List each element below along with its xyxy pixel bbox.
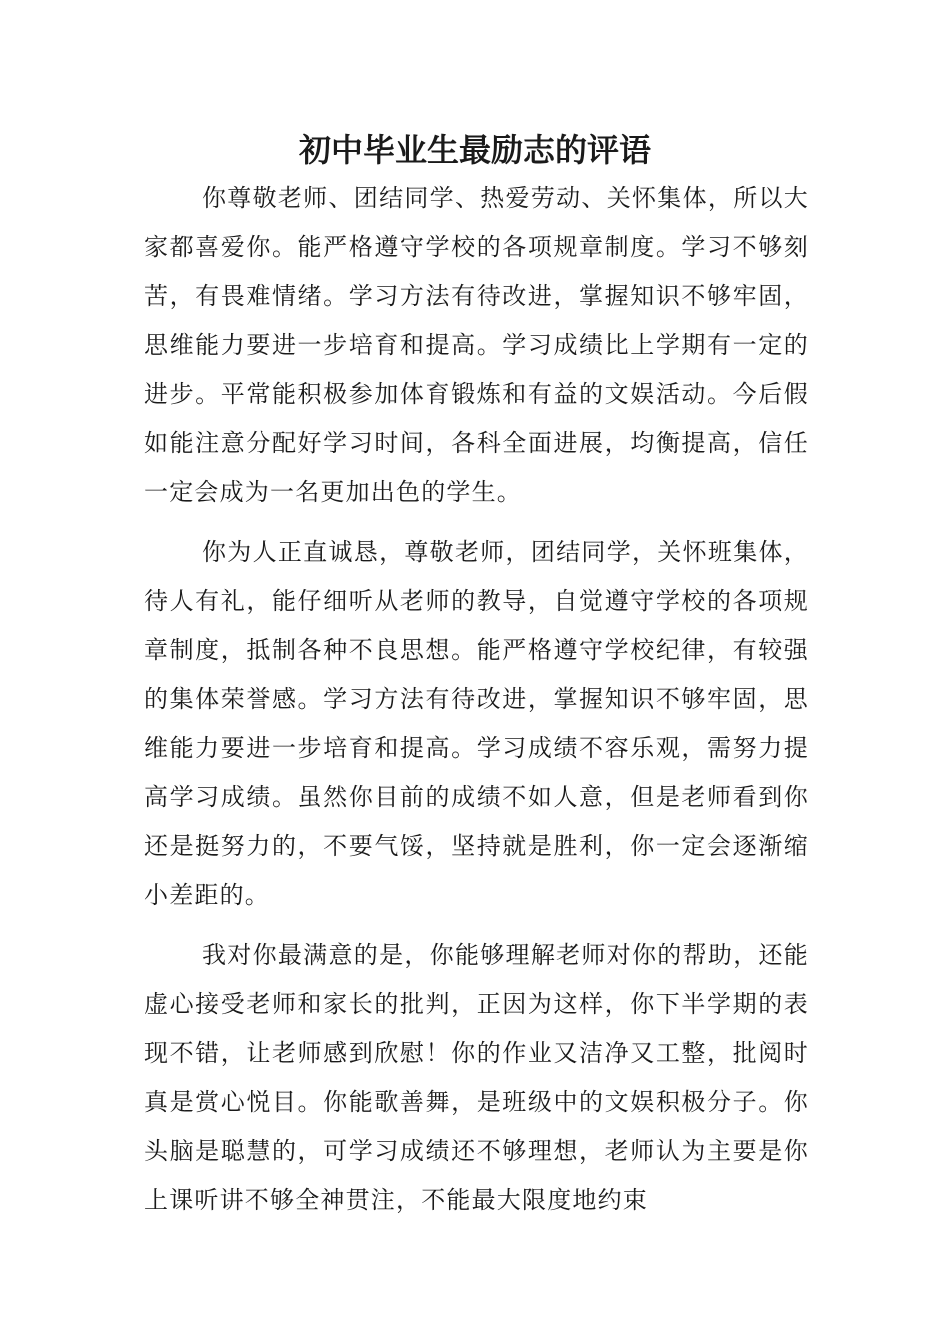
paragraph-1: 你尊敬老师、团结同学、热爱劳动、关怀集体，所以大家都喜爱你。能严格遵守学校的各项规章制度。学习不够刻苦，有畏难情绪。学习方法有待改进，掌握知识不够牢固，思维能力要进一步培育和提高。学习成绩比上学期有一定的进步。平常能积极参加体育锻炼和有益的文娱活动。今后假如能注意分配好学习时间，各科全面进展，均衡提高，信任一定会成为一名更加出色的学生。 [144, 184, 809, 506]
document-title: 初中毕业生最励志的评语 [298, 131, 651, 169]
paragraph-2: 你为人正直诚恳，尊敬老师，团结同学，关怀班集体，待人有礼，能仔细听从老师的教导，自觉遵守学校的各项规章制度，抵制各种不良思想。能严格遵守学校纪律，有较强的集体荣誉感。学习方法有待改进，掌握知识不够牢固，思维能力要进一步培育和提高。学习成绩不容乐观，需努力提高学习成绩。虽然你目前的成绩不如人意，但是老师看到你还是挺努力的，不要气馁，坚持就是胜利，你一定会逐渐缩小差距的。 [144, 538, 809, 909]
paragraph-3: 我对你最满意的是，你能够理解老师对你的帮助，还能虚心接受老师和家长的批判，正因为这样，你下半学期的表现不错，让老师感到欣慰！你的作业又洁净又工整，批阅时真是赏心悦目。你能歌善舞，是班级中的文娱积极分子。你头脑是聪慧的，可学习成绩还不够理想，老师认为主要是你上课听讲不够全神贯注，不能最大限度地约束 [144, 941, 809, 1214]
document-body [144, 174, 809, 1236]
